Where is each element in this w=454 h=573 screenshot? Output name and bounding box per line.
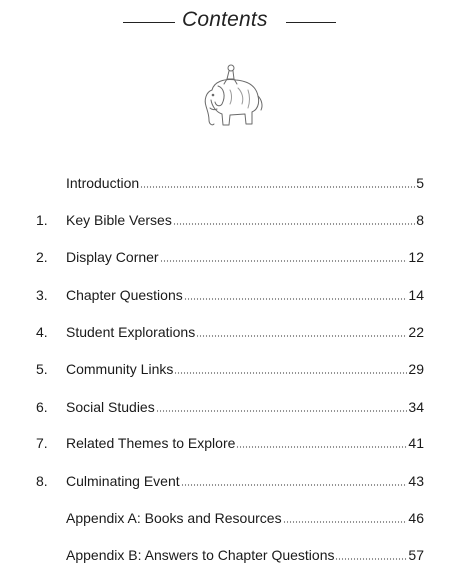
toc-entry-line — [66, 210, 424, 230]
page-title: Contents — [182, 8, 268, 31]
toc-page-number: 12 — [408, 249, 424, 265]
dot-leader — [184, 298, 408, 300]
toc-entry-line — [66, 471, 424, 491]
dot-leader — [236, 446, 407, 448]
toc-entry-line — [66, 322, 424, 342]
toc-page-number: 8 — [416, 212, 424, 228]
toc-number: 3. — [36, 287, 48, 303]
toc-entry[interactable] — [0, 285, 454, 305]
toc-number: 6. — [36, 399, 48, 415]
toc-entry-line — [66, 285, 424, 305]
toc-number: 2. — [36, 249, 48, 265]
toc-label: Chapter Questions — [66, 287, 183, 303]
dot-leader — [173, 223, 415, 225]
toc-page-number: 29 — [408, 361, 424, 377]
toc-label: Community Links — [66, 361, 174, 377]
toc-label: Display Corner — [66, 249, 159, 265]
toc-number: 4. — [36, 324, 48, 340]
toc-number: 8. — [36, 473, 48, 489]
toc-label: Social Studies — [66, 399, 155, 415]
toc-entry[interactable] — [0, 247, 454, 267]
toc-label: Culminating Event — [66, 473, 180, 489]
toc-number: 7. — [36, 435, 48, 451]
toc-entry-line — [66, 433, 424, 453]
toc-entry[interactable] — [0, 397, 454, 417]
toc-entry-line — [66, 545, 424, 565]
toc-page-number: 41 — [408, 435, 424, 451]
toc-entry-line — [66, 247, 424, 267]
toc-entry[interactable] — [0, 210, 454, 230]
toc-label: Introduction — [66, 175, 140, 191]
toc-label: Student Explorations — [66, 324, 196, 340]
toc-entry[interactable] — [0, 471, 454, 491]
toc-entry[interactable] — [0, 322, 454, 342]
toc-label: Appendix B: Answers to Chapter Questions — [66, 547, 335, 563]
toc-entry[interactable] — [0, 173, 454, 193]
toc-page-number: 46 — [408, 510, 424, 526]
toc-entry-line — [66, 173, 424, 193]
toc-entry-line — [66, 359, 424, 379]
dot-leader — [140, 186, 415, 188]
toc-label: Related Themes to Explore — [66, 435, 236, 451]
toc-entry-line — [66, 508, 424, 528]
toc-page-number: 34 — [408, 399, 424, 415]
toc-number: 1. — [36, 212, 48, 228]
toc-number: 5. — [36, 361, 48, 377]
dot-leader — [156, 410, 408, 412]
dot-leader — [196, 335, 407, 337]
dot-leader — [160, 260, 408, 262]
toc-page-number: 14 — [408, 287, 424, 303]
toc-entry[interactable] — [0, 545, 454, 565]
dot-leader — [335, 558, 407, 560]
dot-leader — [181, 484, 408, 486]
toc-entry[interactable] — [0, 508, 454, 528]
elephant-with-rider-icon — [200, 60, 270, 132]
toc-page-number: 43 — [408, 473, 424, 489]
toc-entry[interactable] — [0, 359, 454, 379]
toc-entry[interactable] — [0, 433, 454, 453]
title-rule-left — [123, 22, 175, 23]
page-header — [0, 6, 454, 36]
dot-leader — [174, 372, 407, 374]
toc-entry-line — [66, 397, 424, 417]
toc-page-number: 22 — [408, 324, 424, 340]
toc-label: Key Bible Verses — [66, 212, 172, 228]
title-rule-right — [286, 22, 336, 23]
toc-label: Appendix A: Books and Resources — [66, 510, 282, 526]
dot-leader — [283, 521, 408, 523]
toc-page-number: 57 — [408, 547, 424, 563]
toc-page-number: 5 — [416, 175, 424, 191]
